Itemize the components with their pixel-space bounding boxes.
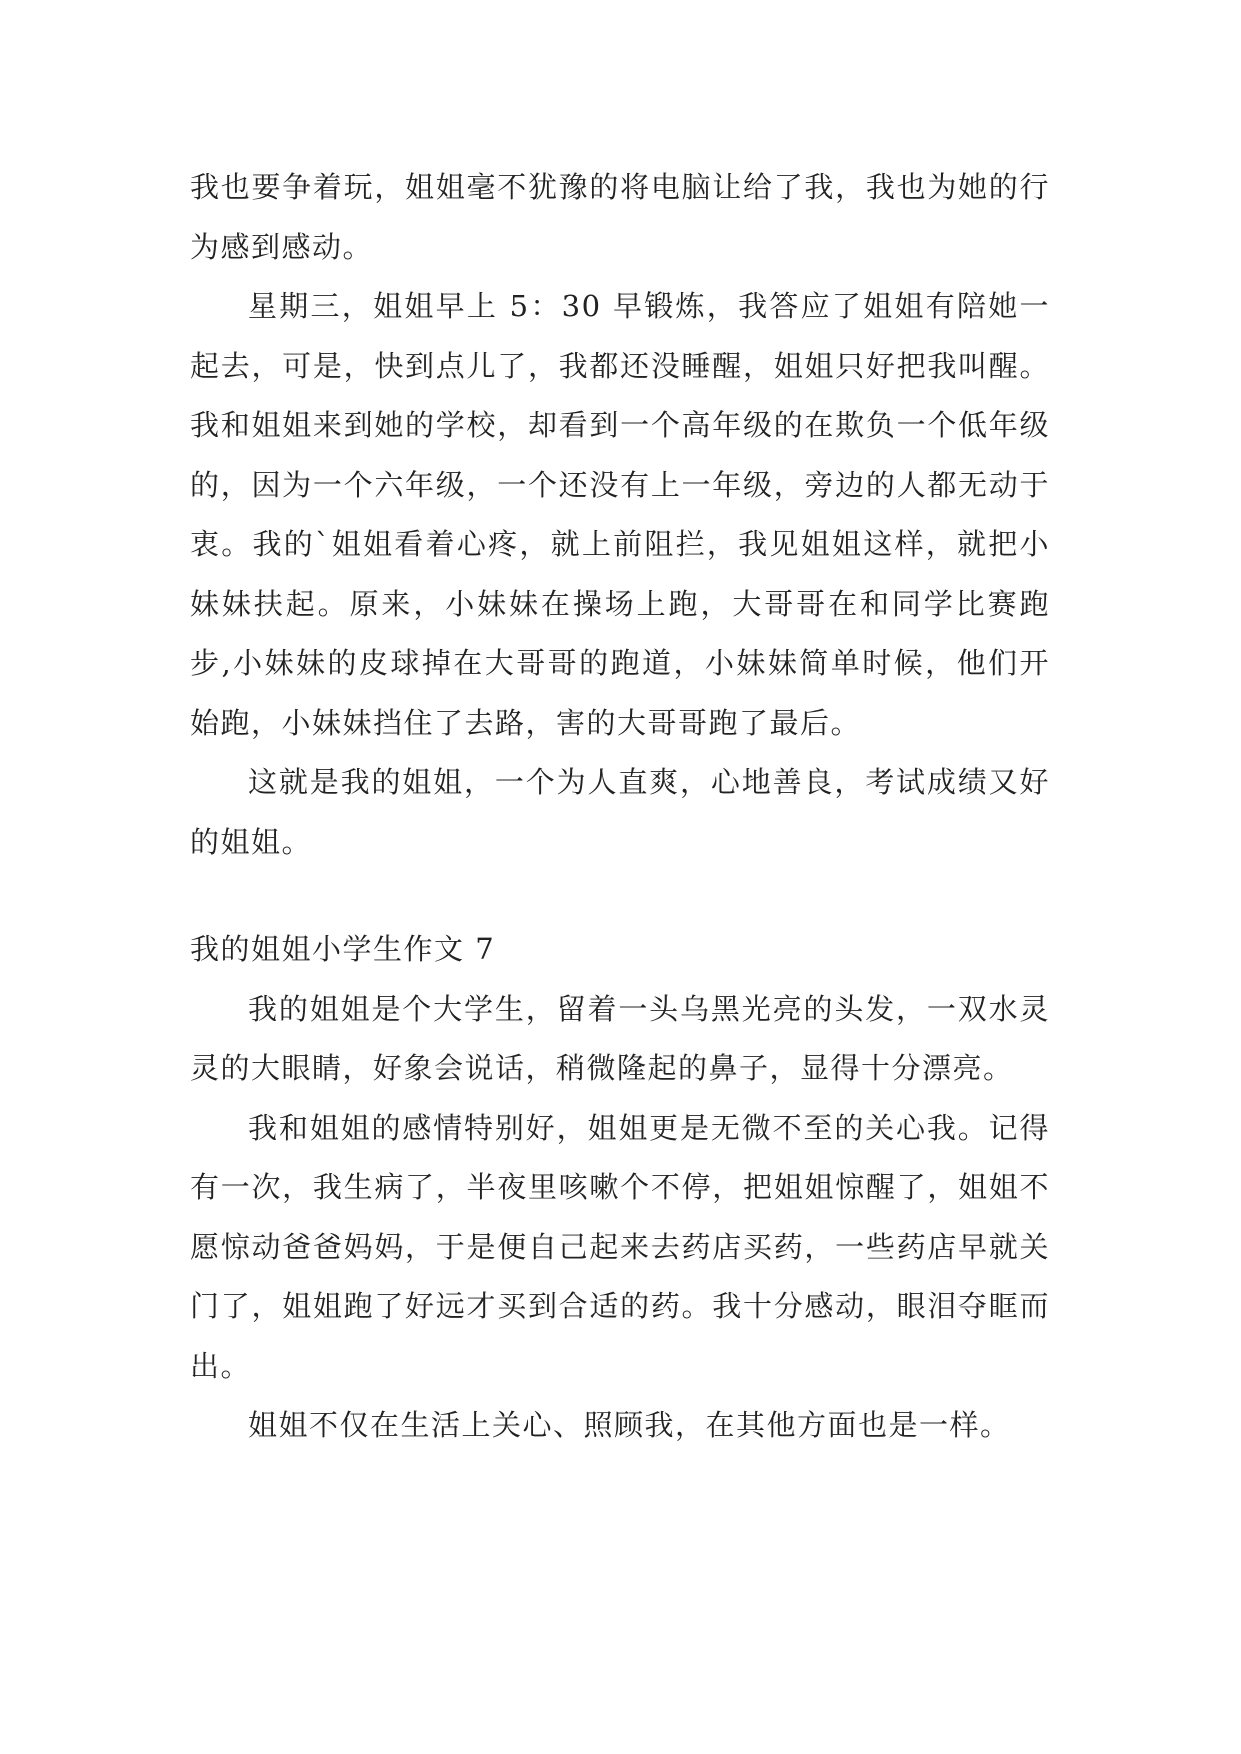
paragraph-conclusion: 这就是我的姐姐，一个为人直爽，心地善良，考试成绩又好的姐姐。 (190, 765, 1050, 859)
paragraph-description: 我的姐姐是个大学生，留着一头乌黑光亮的头发，一双水灵灵的大眼睛，好象会说话，稍微隆起的鼻子，显得十分漂亮。 (190, 991, 1050, 1085)
document-body (190, 158, 1050, 1456)
essay-heading: 我的姐姐小学生作文 7 (190, 932, 496, 966)
paragraph-illness-story: 我和姐姐的感情特别好，姐姐更是无微不至的关心我。记得有一次，我生病了，半夜里咳嗽个不停，把姐姐惊醒了，姐姐不愿惊动爸爸妈妈，于是便自己起来去药店买药，一些药店早就关门了，姐姐跑了好远才买到合适的药。我十分感动，眼泪夺眶而出。 (190, 1110, 1050, 1383)
paragraph-other-aspects: 姐姐不仅在生活上关心、照顾我，在其他方面也是一样。 (248, 1408, 1011, 1442)
paragraph-wednesday: 星期三，姐姐早上 5：30 早锻炼，我答应了姐姐有陪她一起去，可是，快到点儿了，我都还没睡醒，姐姐只好把我叫醒。我和姐姐来到她的学校，却看到一个高年级的在欺负一个低年级的，因为一个六年级，一个还没有上一年级，旁边的人都无动于衷。我的`姐姐看着心疼，就上前阻拦，我见姐姐这样，就把小妹妹扶起。原来，小妹妹在操场上跑，大哥哥在和同学比赛跑步,小妹妹的皮球掉在大哥哥的跑道，小妹妹简单时候，他们开始跑，小妹妹挡住了去路，害的大哥哥跑了最后。 (190, 289, 1050, 740)
paragraph-continuation: 我也要争着玩，姐姐毫不犹豫的将电脑让给了我，我也为她的行为感到感动。 (190, 170, 1050, 264)
